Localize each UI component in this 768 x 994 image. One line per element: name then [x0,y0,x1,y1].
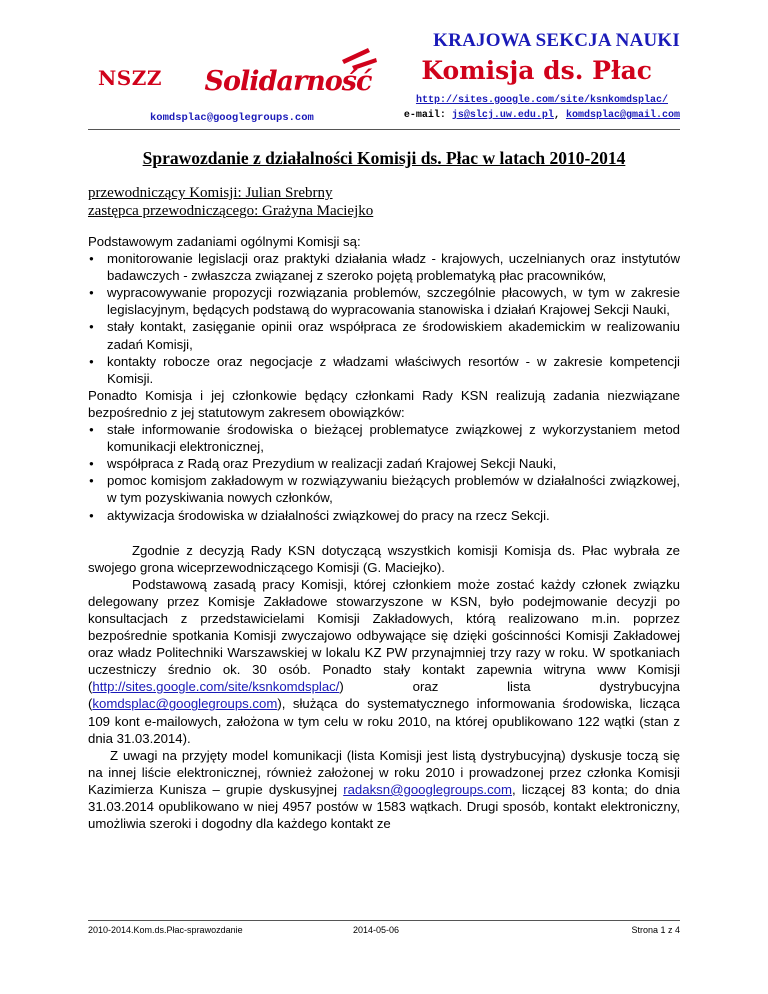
commission-name: Komisja ds. Płac [421,56,652,85]
list-item: ● aktywizacja środowiska w działalności związkowej do pracy na rzecz Sekcji. [88,507,680,524]
email-link-2[interactable]: komdsplac@gmail.com [565,110,680,121]
footer-divider [88,920,680,921]
footer-filename: 2010-2014.Kom.ds.Płac-sprawozdanie [88,925,243,935]
list-item: ● monitorowanie legislacji oraz praktyki działania władz - krajowych, uczelnianych oraz instytutów badawczych - zwłaszcza związanej z szeroko pojętą problematyką płac pracowników, [88,250,680,284]
logo-wordmark: Solidarność [204,66,372,97]
email-label: e-mail: [403,110,446,121]
paragraph-principles: Podstawową zasadą pracy Komisji, której członkiem może zostać każdy członek związku delegowany przez Komisje Zakładowe stowarzyszone w KSN, było podejmowanie decyzji po konsultacjach z przedstawicielami Komisji Zakładowych, którą realizowano m.in. poprzez bezpośrednie spotkania Komisji zwyczajowo odbywające się dzięki gościnności Komisji Zakładowej oraz władz Politechniki Warszawskiej w lokalu KZ PW przynajmniej trzy razy w roku. W spotkaniach uczestniczy średnio ok. 30 osób. Ponadto stały kontakt zapewnia witryna www Komisji (http://sites.google.com/site/ksnkomdsplac/) oraz lista dystrybucyjna (komdsplac@googlegroups.com), służąca do systematycznego informowania środowiska, licząca 109 kont e-mailowych, założona w tym celu w roku 2010, na której opublikowano 122 wątki (stan z dnia 31.03.2014). [88,576,680,746]
report-body [88,233,680,832]
email-line [404,110,680,121]
letterhead [88,28,680,128]
paragraph-communication: Z uwagi na przyjęty model komunikacji (lista Komisji jest listą dystrybucyjną) dyskusje toczą się na innej liście elektronicznej, również założonej w roku 2010 i prowadzonej przez członka Komisji Kazimierza Kunisza – grupie dyskusyjnej radaksn@googlegroups.com, liczącej 83 konta; do dnia 31.03.2014 opublikowano w niej 4957 postów w 1583 wątkach. Drugi sposób, kontakt elektroniczny, umożliwia szeroki i dogodny dla każdego kontakt ze [88,747,680,832]
list-item: ● stały kontakt, zasięganie opinii oraz współpraca ze środowiskiem akademickim w realizowaniu zadań Komisji, [88,318,680,352]
tasks-intro: Podstawowym zadaniami ogólnymi Komisji są: [88,234,361,249]
section-name: KRAJOWA SEKCJA NAUKI [433,30,680,51]
header-divider [88,129,680,130]
nszz-label: NSZZ [98,66,162,90]
discussion-group-link[interactable]: radaksn@googlegroups.com [343,781,512,797]
solidarnosc-logo [192,42,388,106]
site-url[interactable]: http://sites.google.com/site/ksnkomdsplac/ [415,95,668,106]
footer-page-number: Strona 1 z 4 [631,925,680,935]
list-item: ● stałe informowanie środowiska o bieżącej problematyce związkowej z wykorzystaniem metod komunikacji elektronicznej, [88,421,680,455]
list-item: ● pomoc komisjom zakładowym w rozwiązywaniu bieżących problemów w działalności związkowej, w tym pozyskiwania nowych członków, [88,472,680,506]
chair-line: przewodniczący Komisji: Julian Srebrny [88,185,333,201]
paragraph-deputy: Zgodnie z decyzją Rady KSN dotyczącą wszystkich komisji Komisja ds. Płac wybrała ze swojego grona wiceprzewodniczącego Komisji (G. Maciejko). [88,542,680,575]
officers [88,184,373,220]
contact-email[interactable]: komdsplac@googlegroups.com [150,112,314,124]
list-item: ● współpraca z Radą oraz Prezydium w realizacji zadań Krajowej Sekcji Nauki, [88,455,680,472]
footer-date: 2014-05-06 [353,925,400,935]
tasks-list [88,250,680,387]
list-item: ● kontakty robocze oraz negocjacje z władzami właściwych resortów - w zakresie kompetencji Komisji. [88,353,680,387]
report-title: Sprawozdanie z działalności Komisji ds. Płac w latach 2010-2014 [142,148,626,168]
site-link[interactable]: http://sites.google.com/site/ksnkomdsplac/ [92,679,340,695]
email-link-1[interactable]: js@slcj.uw.edu.pl [451,110,554,121]
list-item: ● wypracowywanie propozycji rozwiązania problemów, szczególnie płacowych, w tym w zakresie legislacyjnym, będących podstawą do wypracowania stanowiska i działań Krajowej Sekcji Nauki, [88,284,680,318]
email-separator: , [553,110,560,121]
additional-intro: Ponadto Komisja i jej członkowie będący członkami Rady KSN realizują zadania niezwiązane bezpośrednio z jej statutowym zakresem obowiązków: [88,387,680,420]
deputy-line: zastępca przewodniczącego: Grażyna Maciejko [88,203,374,219]
list-link[interactable]: komdsplac@googlegroups.com [92,696,278,712]
additional-tasks-list [88,421,680,524]
